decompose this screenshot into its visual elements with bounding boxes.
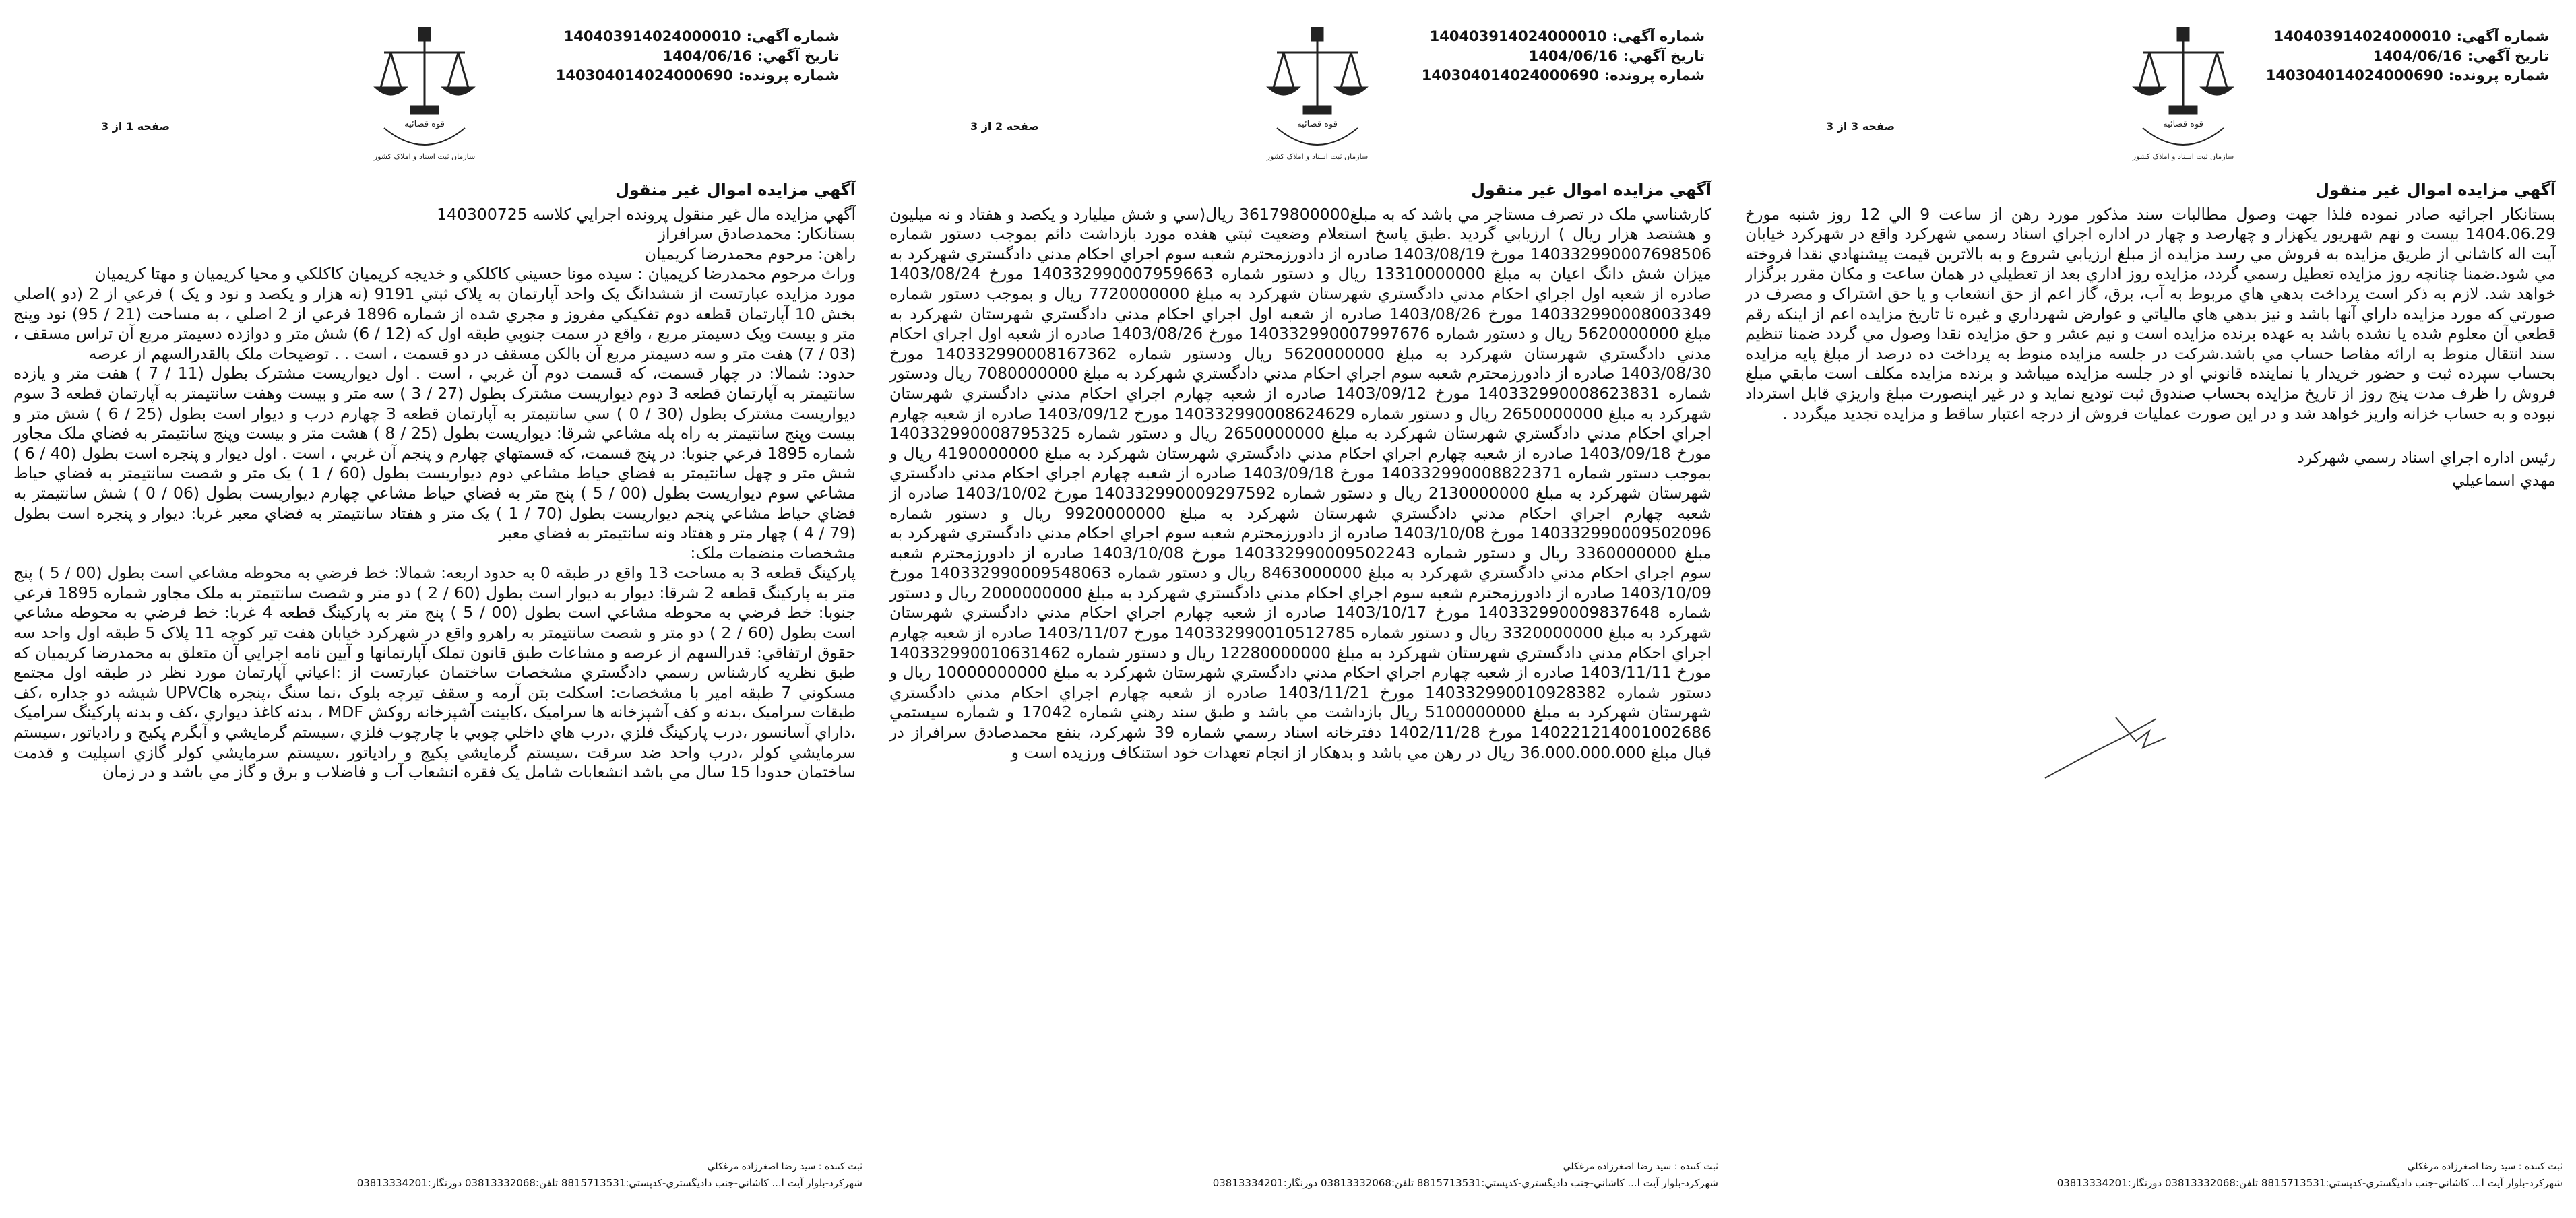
- footer-registrar: ثبت کننده : سيد رضا اصغرزاده مرغکلي: [707, 1161, 862, 1172]
- footer-address: شهرکرد-بلوار آيت ا... کاشاني-جنب داديگستري-کدپستي:8815713531 تلفن:03813332068 دورنگار:03813334201: [2056, 1177, 2563, 1189]
- parking-and-building-specs: پارکينگ قطعه 3 به مساحت 13 واقع در طبقه 0 به حدود اربعه: شمالا: خط فرضي به محوطه مشاعي است بطول (00 / 5 ) پنج متر به پارکينگ قطعه 2 شرقا: ديوار به ديوار است بطول (60 / 2 ) دو متر و شصت سانتيمتر به ملک مجاور شماره 1895 فرعي جنوبا: خط فرضي به محوطه مشاعي است بطول (00 / 5 ) پنج متر به پارکينگ قطعه 4 غربا: خط فرضي به محوطه مشاعي است بطول (60 / 2 ) دو متر و شصت سانتيمتر به راهرو واقع در شهرکرد خيابان هفت تير کوچه 11 پلاک 5 طبقه اول واحد سه حقوق ارتفاقي: قدرالسهم از عرصه و مشاعات طبق قانون تملک آپارتمانها و آيين نامه اجرايي آن متعلق به محمدرضا كريميان که طبق نظريه کارشناس رسمي دادگستري مشخصات ساختمان عبارتست از :اعياني آپارتمان مورد نظر در طبقه اول مجتمع مسکوني 7 طبقه امير با مشخصات: اسکلت بتن آرمه و سقف تيرچه بلوک ،نما سنگ ،پنجره هاUPVC شيشه دو جداره ،کف طبقات سراميک ،بدنه و کف آشپزخانه ها سراميک ،کابينت آشپزخانه روکش MDF ، بدنه کاغذ ديواري ،کف و بدنه پارکينگ سراميک ،داراي آسانسور ،درب پارکينگ فلزي ،درب هاي داخلي چوبي با چارچوب فلزي ،سيستم گرمايشي و آبگرم پکيج و رادياتور ،سيستم سرمايشي کولر ،درب واحد ضد سرقت ،سيستم گرمايشي پکيج و رادياتور ،سيستم سرمايشي کولر گازي اسپليت و قدمت ساختمان حدودا 15 سال مي باشد انشعابات شامل يک فقره انشعاب آب و فاضلاب و برق و گاز مي باشد و در زمان: [13, 563, 856, 782]
- ad-number: 140403914024000010: [1429, 28, 1607, 44]
- ad-title: آگهي مزايده اموال غير منقول: [615, 181, 856, 199]
- file-number: 140304014024000690: [555, 67, 733, 84]
- footer-registrar: ثبت کننده : سيد رضا اصغرزاده مرغکلي: [2407, 1161, 2563, 1172]
- file-number-label: شماره پرونده:: [2448, 67, 2549, 84]
- document-page-3: [1732, 0, 2576, 1218]
- emblem-caption: سازمان ثبت اسناد و املاک کشور: [2132, 152, 2234, 161]
- ad-date-label: تاريخ آگهي:: [2467, 48, 2549, 64]
- emblem-org: قوه قضائيه: [1297, 119, 1338, 129]
- ad-number-label: شماره آگهي:: [2456, 28, 2549, 44]
- footer-address: شهرکرد-بلوار آيت ا... کاشاني-جنب داديگستري-کدپستي:8815713531 تلفن:03813332068 دورنگار:03813334201: [356, 1177, 862, 1189]
- page-number: صفحه 3 از 3: [1826, 120, 1895, 133]
- ad-body: [889, 181, 1711, 763]
- mortgagor-line: راهن: مرحوم محمدرضا كريميان: [644, 244, 856, 263]
- seizure-orders-text: کارشناسي ملک در تصرف مستاجر مي باشد که به مبلغ36179800000 ريال(سي و شش ميليارد و يکصد و هفتاد و نه ميليون و هشتصد هزار ريال ) ارزيابي گرديد .طبق پاسخ استعلام وضعيت ثبتي هفده مورد بازداشت دائم بموجب دستور شماره 140332990007698506 مورخ 1403/08/19 صادره از دادورزمحترم شعبه سوم اجراي احكام مدني دادگستري شهرکرد به ميزان شش دانگ اعيان به مبلغ 13310000000 ريال و دستور شماره 140332990007959663 مورخ 1403/08/24 صادره از شعبه اول اجراي احکام مدني دادگستري شهرستان شهرکرد به مبلغ 7720000000 ريال و بموجب دستور شماره 140332990008003349 مورخ 1403/08/26 صادره از شعبه اول اجراي احكام مدني دادگستري شهرستان شهرکرد به مبلغ 5620000000 ريال و دستور شماره 140332990007997676 مورخ 1403/08/26 صادره از شعبه اول اجراي احکام مدني دادگستري شهرستان شهرکرد به مبلغ 5620000000 ريال ودستور شماره 140332990008167362 مورخ 1403/08/30 صادره از دادورزمحترم شعبه سوم اجراي احکام مدني دادگستري شهرکرد به مبلغ 7080000000 ريال ودستور شماره 140332990008623831 مورخ 1403/09/12 صادره از شعبه چهارم اجراي احكام مدني دادگستري شهرستان شهرکرد به مبلغ 2650000000 ريال و دستور شماره 140332990008624629 مورخ 1403/09/12 صادره از شعبه چهارم اجراي احکام مدني دادگستري شهرستان شهرکرد به مبلغ 2650000000 ريال و دستور شماره 140332990008795325 مورخ 1403/09/18 صادره از شعبه چهارم اجراي احكام مدني دادگستري شهرستان شهرکرد به مبلغ 4190000000 ريال و بموجب دستور شماره 140332990008822371 مورخ 1403/09/18 صادره از شعبه چهارم اجراي احکام مدني دادگستري شهرستان شهرکرد به مبلغ 2130000000 ريال و دستور شماره 140332990009297592 مورخ 1403/10/02 صادره از شعبه چهارم اجراي احکام مدني دادگستري شهرستان شهرکرد به مبلغ 9920000000 ريال و دستور شماره 140332990009502096 مورخ 1403/10/08 صادره از دادورزمحترم شعبه سوم اجراي احکام مدني دادگستري شهرکرد به مبلغ 3360000000 ريال و دستور شماره 140332990009502243 مورخ 1403/10/08 صادره از دادورزمحترم شعبه سوم اجراي احکام مدني دادگستري شهرکرد به مبلغ 8463000000 ريال و دستور شماره 140332990009548063 مورخ 1403/10/09 صادره از دادورزمحترم شعبه سوم اجراي احکام مدني دادگستري شهرکرد به مبلغ 2000000000 ريال و دستور شماره 140332990009837648 مورخ 1403/10/17 صادره از شعبه چهارم اجراي احکام مدني دادگستري شهرستان شهرکرد به مبلغ 3320000000 ريال و دستور شماره 140332990010512785 مورخ 1403/11/07 صادره از شعبه چهارم اجراي احکام مدني دادگستري شهرستان شهرکرد به مبلغ 12280000000 ريال و دستور شماره 140332990010631462 مورخ 1403/11/11 صادره از شعبه چهارم اجراي احكام مدني دادگستري شهرستان شهرکرد به مبلغ 10000000000 ريال و دستور شماره 140332990010928382 مورخ 1403/11/21 صادره از شعبه چهارم اجراي احکام مدني دادگستري شهرستان شهرکرد به مبلغ 5100000000 ريال بازداشت مي باشد و طبق سند رهني شماره 17042 و شماره سيستمي 140221214001002686 مورخ 1402/11/28 دفترخانه اسناد رسمي شماره 39 شهرکرد، بنفع محمدصادق سرافراز در قبال مبلغ 36.000.000.000 ريال در رهن مي باشد و بدهکار از انجام تعهدات خود استنکاف ورزيده است و: [889, 204, 1712, 762]
- footer-registrar: ثبت کننده : سيد رضا اصغرزاده مرغکلي: [1563, 1161, 1718, 1172]
- page-footer: [889, 1157, 1718, 1191]
- ad-date-label: تاريخ آگهي:: [757, 48, 839, 64]
- emblem-org: قوه قضائيه: [404, 119, 445, 129]
- footer-address: شهرکرد-بلوار آيت ا... کاشاني-جنب داديگستري-کدپستي:8815713531 تلفن:03813332068 دورنگار:03813334201: [1212, 1177, 1718, 1189]
- page-header: [876, 27, 1732, 175]
- ad-title: آگهي مزايده اموال غير منقول: [2315, 181, 2556, 199]
- document-page-1: [0, 0, 876, 1218]
- ad-body: [1745, 181, 2556, 492]
- ad-date: 1404/06/16: [1528, 48, 1618, 64]
- ad-number-label: شماره آگهي:: [1612, 28, 1705, 44]
- file-number: 140304014024000690: [1421, 67, 1599, 84]
- page-footer: [1745, 1157, 2563, 1191]
- property-description: مورد مزايده عبارتست از ششدانگ يک واحد آپارتمان به پلاک ثبتي 9191 (نه هزار و يکصد و نود و يک ) فرعي از 2 (دو )اصلي بخش 10 آپارتمان قطعه دوم تفکيکي مفروز و مجري شده از شماره 1896 فرعي از 2 اصلي ، به مساحت (21 / 95) نود وپنج متر و بيست ويک دسيمتر مربع ، واقع در سمت جنوبي طبقه اول که (12 / 6) شش متر و دوازده دسيمتر مربع آن تراس مسقف ، (03 / 7) هفت متر و سه دسيمتر مربع آن بالکن مسقف در دو قسمت ، است . . توضيحات ملک بالقدرالسهم از عرصه: [13, 284, 856, 363]
- ad-meta-block: [1422, 27, 1705, 86]
- ad-meta-block: [556, 27, 839, 86]
- heirs-line: وراث مرحوم محمدرضا كريميان : سيده مونا حسيني كاكلكي و خديجه كريميان كاكلكي و محيا كريميان و مهتا كريميان: [94, 264, 856, 284]
- document-page-2: [876, 0, 1732, 1218]
- ad-title: آگهي مزايده اموال غير منقول: [1471, 181, 1711, 199]
- auction-terms-text: بستانكار اجرائيه صادر نموده فلذا جهت وصول مطالبات سند مذكور مورد رهن از ساعت 9 الي 12 روز شنبه مورخ 1404.06.29 بيست و نهم شهريور يکهزار و چهارصد و چهار در اداره اجراي اسناد رسمي شهرکرد واقع در شهرکرد خيابان آيت اله کاشاني از طريق مزايده به فروش مي رسد مزايده از مبلغ ارزيابي شروع و به بالاترين قيمت پيشنهادي نقدا فروخته مي شود.ضمنا چنانچه روز مزايده تعطيل رسمي گردد، مزايده روز اداري بعد از تعطيلي در همان ساعت و مکان مقرر برگزار خواهد شد. لازم به ذکر است پرداخت بدهي هاي مربوط به آب، برق، گاز اعم از حق انشعاب و يا حق اشتراک و مصرف در صورتي که مورد مزايده داراي آنها باشد و نيز بدهي هاي مالياتي و عوارض شهرداري و غيره تا تاريخ مزايده اعم از اينکه رقم قطعي آن معلوم شده يا نشده باشد به عهده برنده مزايده است و نيم عشر و حق مزايده نقدا وصول مي گردد ضمنا تنظيم سند انتقال منوط به ارائه مفاصا حساب مي باشد.شركت در جلسه مزايده منوط به پرداخت ده درصد از مبلغ پايه مزايده بحساب سپرده ثبت و حضور خريدار يا نماينده قانوني او در جلسه مزايده ميباشد و برنده مزايده مكلف است مابقي مبلغ فروش را ظرف مدت پنج روز از تاريخ مزايده بحساب صندوق ثبت توديع نمايد و در غير اينصورت مبلغ واريزي قابل استرداد نبوده و به حساب خزانه واريز خواهد شد و در اين صورت عمليات فروش از درجه اعتبار ساقط و مزايده تجديد ميگردد .: [1745, 204, 2556, 423]
- file-number-label: شماره پرونده:: [738, 67, 839, 84]
- annexes-heading: مشخصات منضمات ملک:: [690, 543, 856, 563]
- signature-block: [1745, 447, 2556, 492]
- ad-number: 140403914024000010: [563, 28, 741, 44]
- ad-body: [13, 181, 856, 783]
- property-boundaries: حدود: شمالا: در چهار قسمت، که قسمت دوم آن غربي ، است . اول ديواريست مشترک بطول (11 / 7 ) هفت متر و يازده سانتيمتر به آپارتمان قطعه 3 دوم ديواريست مشترک بطول (27 / 3 ) سه متر و بيست وهفت سانتيمتر به آپارتمان قطعه 3 سوم ديواريست مشترک بطول (30 / 0 ) سي سانتيمتر به آپارتمان قطعه 3 چهارم درب و ديوار است بطول (25 / 6 ) شش متر و بيست وپنج سانتيمتر به راه پله مشاعي شرقا: ديواريست بطول (25 / 8 ) هشت متر و بيست وپنج سانتيمتر به فضاي ملک مجاور شماره 1895 فرعي جنوبا: در پنج قسمت، که قسمتهاي چهارم و پنجم آن غربي ، است . اول ديوار و پنجره است بطول (40 / 6 ) شش متر و چهل سانتيمتر به فضاي حياط مشاعي دوم ديواريست بطول (60 / 1 ) يک متر و شصت سانتيمتر به فضاي حياط مشاعي سوم ديواريست بطول (00 / 5 ) پنج متر به فضاي حياط مشاعي چهارم ديواريست بطول (06 / 0 ) شش سانتيمتر به فضاي حياط مشاعي پنجم ديواريست بطول (70 / 1 ) يک متر و هفتاد سانتيمتر به فضاي معبر غربا: ديوار و پنجره است بطول (79 / 4 ) چهار متر و هفتاد ونه سانتيمتر به فضاي معبر: [13, 364, 856, 543]
- file-number-label: شماره پرونده:: [1604, 67, 1705, 84]
- judiciary-emblem-icon: [2123, 27, 2244, 162]
- emblem-org: قوه قضائيه: [2163, 119, 2203, 129]
- ad-number-label: شماره آگهي:: [746, 28, 839, 44]
- signer-name: مهدي اسماعيلي: [2452, 472, 2556, 490]
- page-header: [1732, 27, 2576, 175]
- ad-meta-block: [2266, 27, 2549, 86]
- page-header: [0, 27, 876, 175]
- creditor-line: بستانكار: محمدصادق سرافراز: [658, 224, 856, 244]
- emblem-caption: سازمان ثبت اسناد و املاک کشور: [1266, 152, 1369, 161]
- ad-date: 1404/06/16: [662, 48, 752, 64]
- ad-number: 140403914024000010: [2273, 28, 2451, 44]
- ad-date: 1404/06/16: [2373, 48, 2462, 64]
- signer-title: رئيس اداره اجراي اسناد رسمي شهرکرد: [2297, 449, 2556, 468]
- judiciary-emblem-icon: [1257, 27, 1378, 162]
- handwritten-signature-icon: [2042, 711, 2170, 785]
- page-number: صفحه 2 از 3: [970, 120, 1039, 133]
- emblem-caption: سازمان ثبت اسناد و املاک کشور: [373, 152, 476, 161]
- file-number: 140304014024000690: [2265, 67, 2443, 84]
- page-footer: [13, 1157, 862, 1191]
- case-line: آگهي مزايده مال غير منقول پرونده اجرايي كلاسه 140300725: [437, 204, 856, 224]
- ad-date-label: تاريخ آگهي:: [1623, 48, 1705, 64]
- page-number: صفحه 1 از 3: [101, 120, 170, 133]
- judiciary-emblem-icon: [364, 27, 485, 162]
